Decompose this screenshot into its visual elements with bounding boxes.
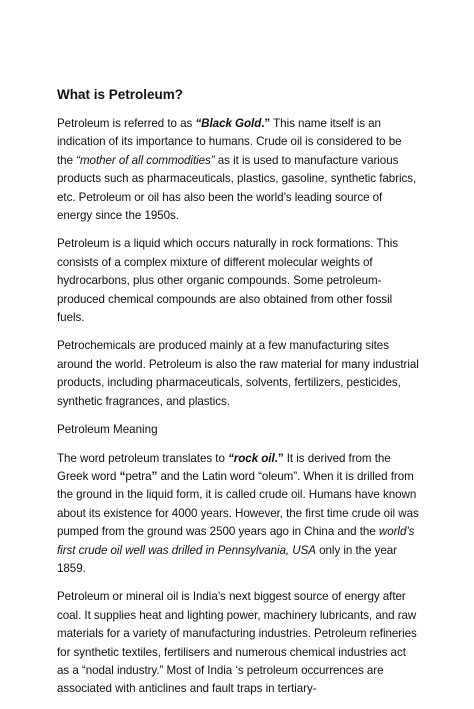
subheading-petroleum-meaning: Petroleum Meaning <box>57 423 158 437</box>
p1-text-1: Petroleum is referred to as <box>57 117 196 130</box>
paragraph-black-gold <box>57 115 419 225</box>
p1-quote-close: .” <box>261 117 271 130</box>
p1-mother-of-commodities: “mother of all commodities” <box>76 153 215 167</box>
p4-text-3: and the Latin word “oleum”. When it is drilled from the ground in the liquid form, it is called crude oil. Humans have known about its existence for 4000 years. However, the first time crude oil was pumped from the ground was 2500 years ago in China and the <box>57 469 419 539</box>
p1-black-gold-quote: “Black Gold <box>195 117 262 130</box>
p1-text-3: as it is used to manufacture various products such as pharmaceuticals, plastics, gasoline, synthetic fabrics, etc. Petroleum or oil has also been the world’s leading source of energy since the 1950s. <box>57 153 417 223</box>
p4-first-well-italic: world’s first crude oil well was drilled in Pennsylvania, USA <box>57 525 415 557</box>
p4-text-1: The word petroleum translates to <box>57 451 229 465</box>
p4-petra-open-quote: “ <box>119 469 126 483</box>
paragraph-rock-oil <box>57 450 419 579</box>
p4-quote-close: .” <box>274 451 284 465</box>
document-page <box>57 86 419 709</box>
p1-text-2: This name itself is an indication of its importance to humans. Crude oil is considered to be the <box>57 117 402 167</box>
p4-text-4: only in the year 1859. <box>57 543 397 575</box>
paragraph-liquid-formation: Petroleum is a liquid which occurs naturally in rock formations. This consists of a complex mixture of different molecular weights of hydrocarbons, plus other organic compounds. Some petroleum-produced chemical compounds are also obtained from other fossil fuels. <box>57 237 399 325</box>
p4-petra: petra <box>125 469 152 483</box>
paragraph-petrochemicals: Petrochemicals are produced mainly at a few manufacturing sites around the world. Petroleum is also the raw material for many industrial products, including pharmaceuticals, solvents, fertilizers, pesticides, synthetic fragrances, and plastics. <box>57 339 419 408</box>
paragraph-india-energy: Petroleum or mineral oil is India’s next biggest source of energy after coal. It supplies heat and lighting power, machinery lubricants, and raw materials for a variety of manufacturing industries. Petroleum refineries for synthetic textiles, fertilisers and numerous chemical industries act as a “nodal industry.” Most of India ‘s petroleum occurrences are associated with anticlines and fault traps in tertiary- <box>57 590 417 696</box>
p4-petra-close-quote: ” <box>151 469 158 483</box>
p4-rock-oil-quote: “rock oil <box>228 451 275 465</box>
document-title: What is Petroleum? <box>57 87 184 102</box>
p4-text-2: It is derived from the Greek word <box>57 451 391 483</box>
